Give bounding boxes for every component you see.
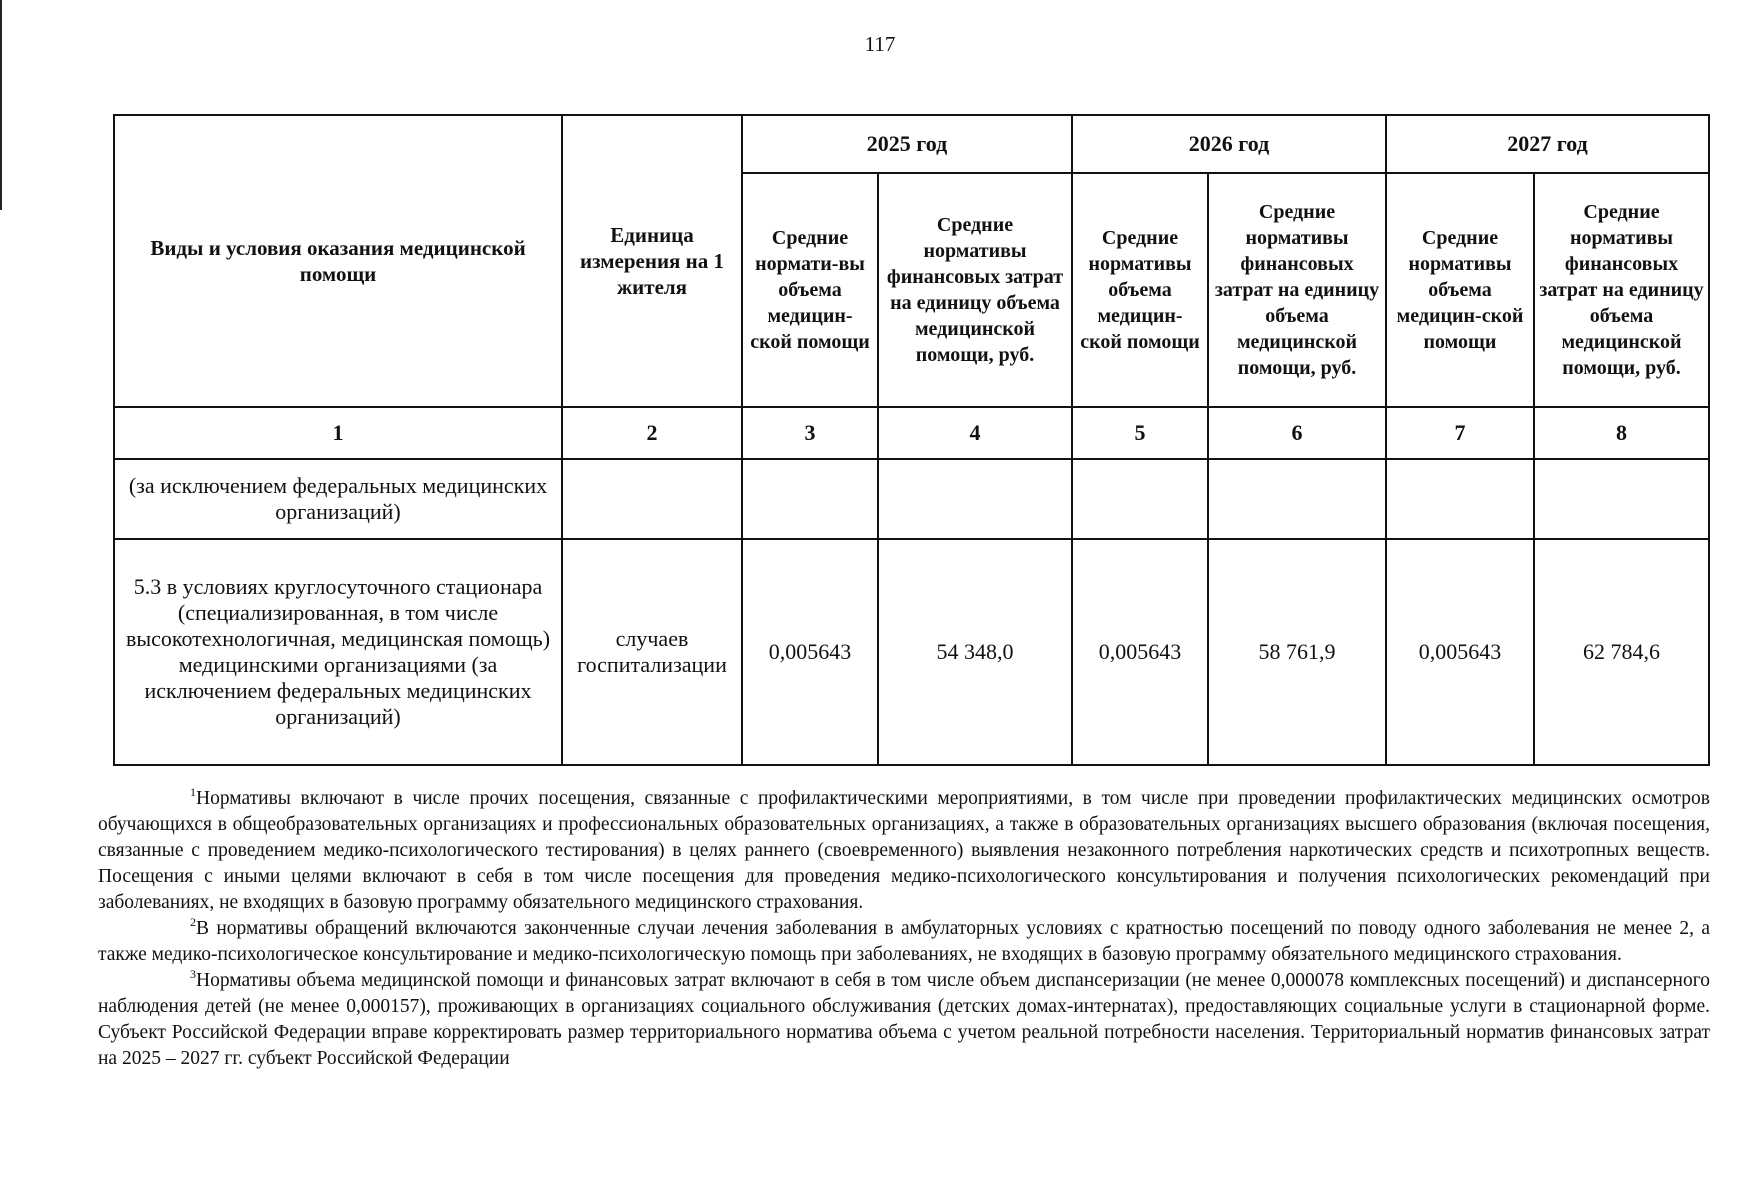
page-number: 117 — [864, 32, 896, 56]
header-care-types: Виды и условия оказания медицинской помощи — [114, 115, 562, 407]
cost-2027-cell: 62 784,6 — [1534, 539, 1709, 765]
footnote-text: Нормативы объема медицинской помощи и финансовых затрат включают в себя в том числе объем диспансеризации (не менее 0,000078 комплексных посещений) и диспансерного наблюдения детей (не менее 0,000157), проживающих в организациях социального обслуживания (детских домах-интернатах), предоставляющих социальные услуги в стационарной форме. Субъект Российской Федерации вправе корректировать размер территориального норматива объема с учетом реальной потребности населения. Территориальный норматив финансовых затрат на 2025 – 2027 гг. субъект Российской Федерации — [98, 970, 1710, 1069]
volume-2026-cell: 0,005643 — [1072, 539, 1208, 765]
footnote-3 — [98, 968, 1710, 1072]
column-number: 2 — [562, 407, 742, 459]
value-cell — [1386, 459, 1534, 539]
footnote-mark: 1 — [190, 785, 196, 799]
header-volume-2025: Средние нормати-вы объема медицин-ской помощи — [742, 173, 878, 407]
column-number: 3 — [742, 407, 878, 459]
volume-2027-cell: 0,005643 — [1386, 539, 1534, 765]
footnote-1 — [98, 786, 1710, 916]
cost-2025-cell: 54 348,0 — [878, 539, 1072, 765]
header-volume-2027: Средние нормативы объема медицин-ской помощи — [1386, 173, 1534, 407]
care-type-cell: 5.3 в условиях круглосуточного стационара (специализированная, в том числе высокотехнологичная, медицинская помощь) медицинскими организациями (за исключением федеральных медицинских организаций) — [114, 539, 562, 765]
footnotes — [98, 786, 1710, 1072]
header-cost-2025: Средние нормативы финансовых затрат на единицу объема медицинской помощи, руб. — [878, 173, 1072, 407]
column-number: 4 — [878, 407, 1072, 459]
norms-table — [113, 114, 1710, 766]
table-row — [114, 459, 1709, 539]
header-unit: Единица измерения на 1 жителя — [562, 115, 742, 407]
column-number-row — [114, 407, 1709, 459]
value-cell — [742, 459, 878, 539]
care-type-cell: (за исключением федеральных медицинских организаций) — [114, 459, 562, 539]
unit-cell: случаев госпитализации — [562, 539, 742, 765]
header-year-2026: 2026 год — [1072, 115, 1386, 173]
footnote-2 — [98, 916, 1710, 968]
value-cell — [1534, 459, 1709, 539]
column-number: 6 — [1208, 407, 1386, 459]
header-volume-2026: Средние нормативы объема медицин-ской помощи — [1072, 173, 1208, 407]
header-cost-2026: Средние нормативы финансовых затрат на единицу объема медицинской помощи, руб. — [1208, 173, 1386, 407]
footnote-mark: 2 — [190, 915, 196, 929]
value-cell — [1208, 459, 1386, 539]
value-cell — [1072, 459, 1208, 539]
header-cost-2027: Средние нормативы финансовых затрат на единицу объема медицинской помощи, руб. — [1534, 173, 1709, 407]
volume-2025-cell: 0,005643 — [742, 539, 878, 765]
value-cell — [878, 459, 1072, 539]
footnote-text: Нормативы включают в числе прочих посещения, связанные с профилактическими мероприятиями, в том числе при проведении профилактических медицинских осмотров обучающихся в общеобразовательных организациях и профессиональных образовательных организациях, а также в образовательных организациях высшего образования (включая посещения, связанные с проведением медико-психологического тестирования) в целях раннего (своевременного) выявления незаконного потребления наркотических средств и психотропных веществ. Посещения с иными целями включают в себя в том числе посещения для проведения медико-психологического консультирования и получения психологических рекомендаций при заболеваниях, не входящих в базовую программу обязательного медицинского страхования. — [98, 788, 1710, 913]
unit-cell — [562, 459, 742, 539]
column-number: 7 — [1386, 407, 1534, 459]
footnote-text: В нормативы обращений включаются законченные случаи лечения заболевания в амбулаторных условиях с кратностью посещений по поводу одного заболевания не менее 2, а также медико-психологическое консультирование и медико-психологическую помощь при заболеваниях, не входящих в базовую программу обязательного медицинского страхования. — [98, 918, 1710, 965]
header-year-2027: 2027 год — [1386, 115, 1709, 173]
header-year-2025: 2025 год — [742, 115, 1072, 173]
column-number: 5 — [1072, 407, 1208, 459]
column-number: 8 — [1534, 407, 1709, 459]
column-number: 1 — [114, 407, 562, 459]
table-row — [114, 539, 1709, 765]
footnote-mark: 3 — [190, 967, 196, 981]
cost-2026-cell: 58 761,9 — [1208, 539, 1386, 765]
